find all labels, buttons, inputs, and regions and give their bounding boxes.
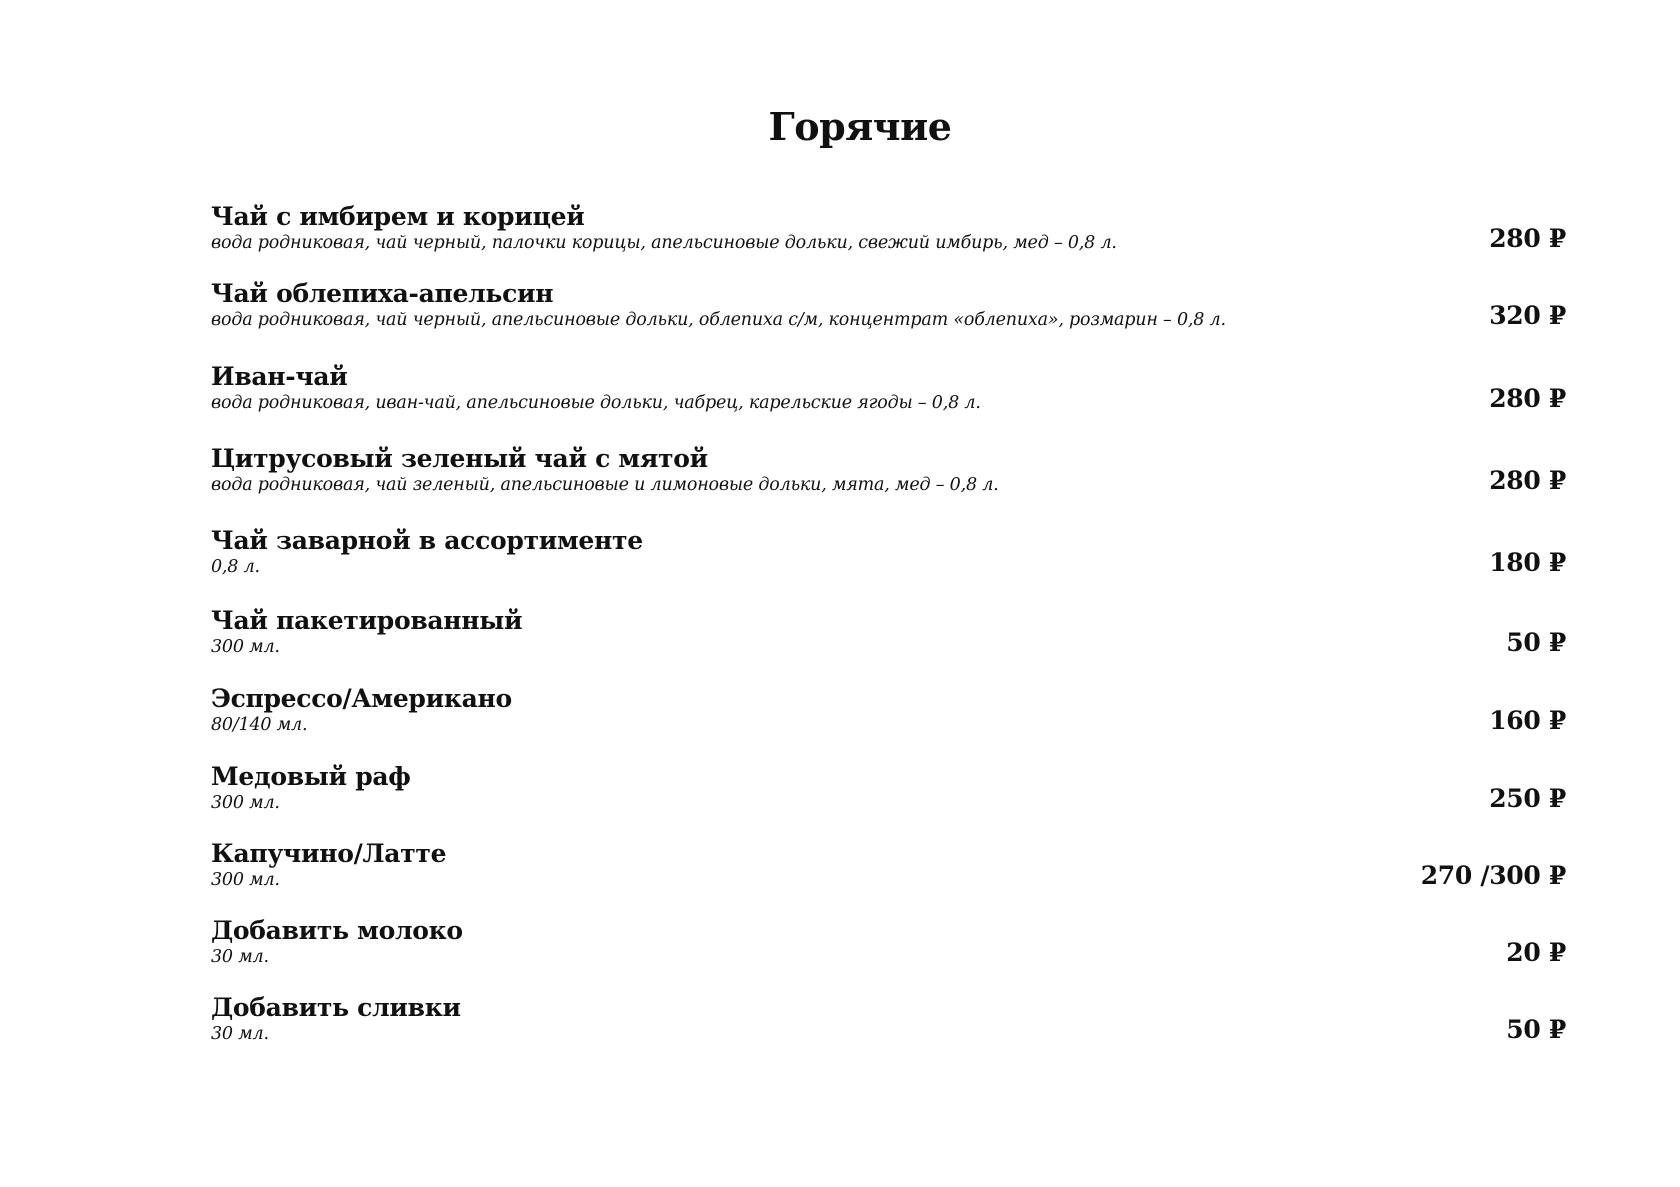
item-description: 300 мл.	[211, 870, 280, 890]
item-name: Капучино/Латте	[211, 839, 447, 868]
item-description: вода родниковая, чай черный, палочки корицы, апельсиновые дольки, свежий имбирь, мед – 0,8 л.	[211, 233, 1117, 253]
menu-item	[211, 363, 1566, 423]
menu-item	[211, 527, 1566, 587]
item-description: 30 мл.	[211, 947, 269, 967]
item-price: 270 /300 ₽	[1420, 861, 1566, 890]
item-name: Чай с имбирем и корицей	[211, 202, 585, 231]
item-name: Цитрусовый зеленый чай с мятой	[211, 444, 708, 473]
item-description: вода родниковая, чай зеленый, апельсиновые и лимоновые дольки, мята, мед – 0,8 л.	[211, 475, 999, 495]
item-price: 320 ₽	[1489, 301, 1566, 330]
item-name: Эспрессо/Американо	[211, 684, 512, 713]
menu-item	[211, 917, 1566, 977]
item-price: 50 ₽	[1506, 1015, 1566, 1044]
item-description: вода родниковая, чай черный, апельсиновые дольки, облепиха с/м, концентрат «облепиха», розмарин – 0,8 л.	[211, 310, 1226, 330]
item-price: 160 ₽	[1489, 706, 1566, 735]
item-price: 280 ₽	[1489, 224, 1566, 253]
item-description: вода родниковая, иван-чай, апельсиновые дольки, чабрец, карельские ягоды – 0,8 л.	[211, 393, 981, 413]
menu-item	[211, 203, 1566, 263]
item-description: 80/140 мл.	[211, 715, 308, 735]
item-name: Добавить сливки	[211, 993, 461, 1022]
item-description: 0,8 л.	[211, 557, 260, 577]
menu-item	[211, 607, 1566, 667]
item-name: Чай заварной в ассортименте	[211, 526, 643, 555]
menu-item	[211, 685, 1566, 745]
item-price: 250 ₽	[1489, 784, 1566, 813]
item-name: Чай пакетированный	[211, 606, 523, 635]
item-name: Чай облепиха-апельсин	[211, 279, 554, 308]
item-price: 50 ₽	[1506, 628, 1566, 657]
item-price: 280 ₽	[1489, 384, 1566, 413]
item-description: 300 мл.	[211, 637, 280, 657]
item-price: 20 ₽	[1506, 938, 1566, 967]
menu-item	[211, 763, 1566, 823]
item-price: 180 ₽	[1489, 548, 1566, 577]
item-description: 30 мл.	[211, 1024, 269, 1044]
menu-item	[211, 840, 1566, 900]
item-name: Медовый раф	[211, 762, 411, 791]
item-name: Добавить молоко	[211, 916, 463, 945]
page-title: Горячие	[768, 104, 952, 149]
menu-item	[211, 994, 1566, 1054]
item-name: Иван-чай	[211, 362, 348, 391]
menu-item	[211, 280, 1566, 340]
item-price: 280 ₽	[1489, 466, 1566, 495]
menu-item	[211, 445, 1566, 505]
item-description: 300 мл.	[211, 793, 280, 813]
